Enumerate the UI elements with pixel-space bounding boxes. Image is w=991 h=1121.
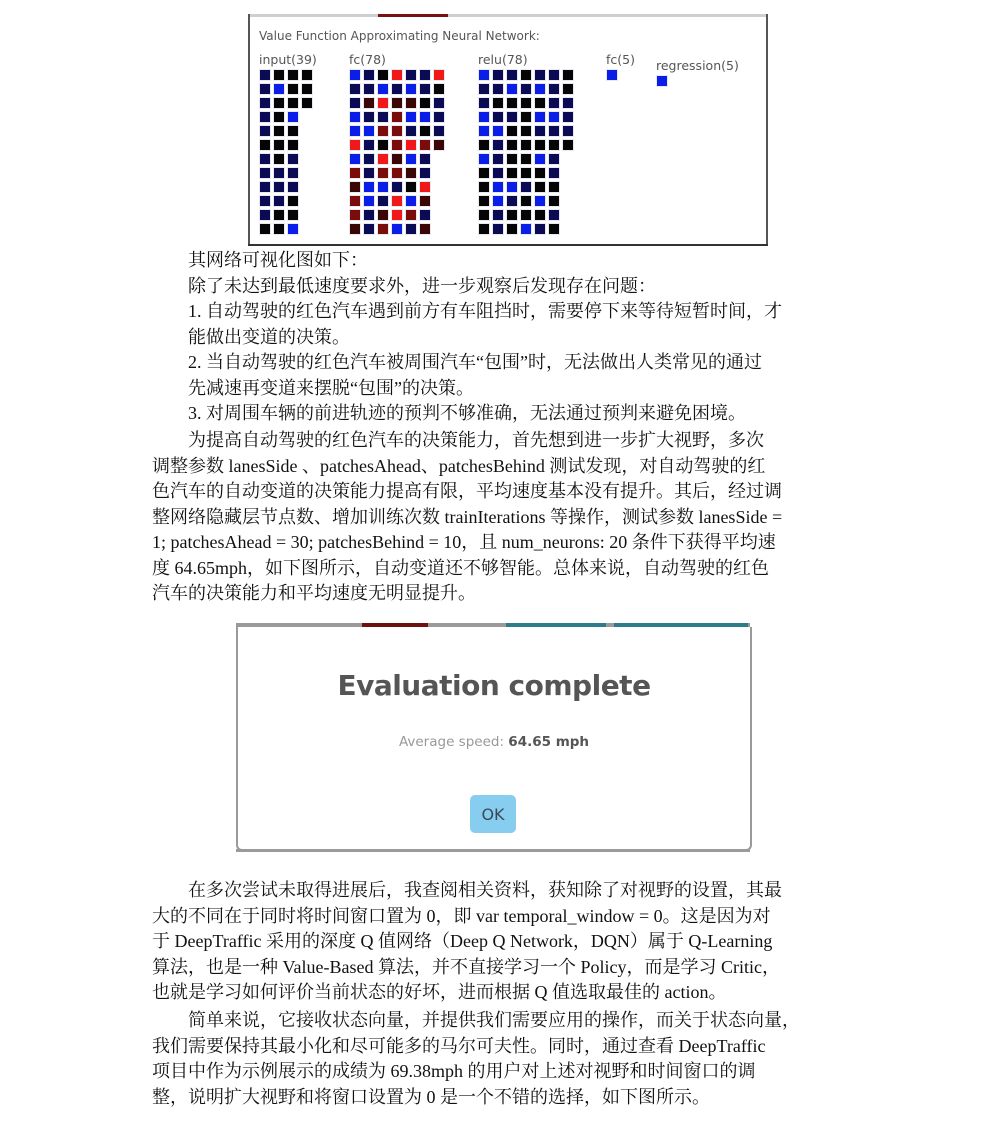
neuron-cell [259, 125, 271, 137]
neuron-cell [391, 195, 403, 207]
neuron-cell [492, 209, 504, 221]
neuron-cell [478, 181, 490, 193]
neuron-cell [405, 223, 417, 235]
neuron-cell [419, 223, 431, 235]
neuron-cell [656, 75, 668, 87]
neuron-cell [301, 69, 313, 81]
neuron-cell [534, 181, 546, 193]
neuron-cell [405, 125, 417, 137]
neuron-cell [273, 69, 285, 81]
text-line: 我们需要保持其最小化和尽可能多的马尔可夫性。同时，通过查看 DeepTraffic [152, 1035, 766, 1056]
neuron-cell [363, 209, 375, 221]
layer-input [259, 52, 317, 235]
neuron-cell [259, 209, 271, 221]
dialog-title: Evaluation complete [337, 669, 651, 702]
neuron-cell [492, 69, 504, 81]
neuron-cell [534, 97, 546, 109]
neuron-cell [287, 167, 299, 179]
state-vector-paragraph [152, 1008, 846, 1110]
neuron-cell [419, 181, 431, 193]
neuron-cell [405, 83, 417, 95]
neuron-cell [349, 139, 361, 151]
neuron-cell [273, 111, 285, 123]
layer-label: regression(5) [656, 58, 739, 73]
neuron-cell [433, 125, 445, 137]
neuron-cell [548, 181, 560, 193]
neuron-cell [377, 167, 389, 179]
neuron-cell [506, 83, 518, 95]
neuron-cell [419, 69, 431, 81]
neuron-cell [548, 153, 560, 165]
neuron-cell [259, 195, 271, 207]
neuron-cell [377, 181, 389, 193]
neuron-cell [377, 153, 389, 165]
neuron-cell [562, 111, 574, 123]
neuron-cell [405, 97, 417, 109]
neuron-cell [534, 139, 546, 151]
neuron-cell [562, 139, 574, 151]
neuron-cell [548, 209, 560, 221]
neuron-cell [391, 181, 403, 193]
neuron-cell [377, 97, 389, 109]
neuron-cell [363, 139, 375, 151]
neuron-cell [363, 167, 375, 179]
neuron-grid [349, 69, 445, 235]
neuron-cell [520, 153, 532, 165]
neuron-cell [363, 83, 375, 95]
empty-cell [562, 167, 574, 179]
neuron-cell [377, 139, 389, 151]
text-line: 先减速再变道来摆脱“包围”的决策。 [188, 377, 474, 398]
neuron-cell [363, 97, 375, 109]
neuron-cell [273, 97, 285, 109]
speed-label: Average speed: [398, 734, 504, 750]
neural-network-visualization [248, 14, 768, 246]
neuron-cell [520, 97, 532, 109]
neuron-cell [405, 69, 417, 81]
empty-cell [301, 125, 313, 137]
text-line: 1. 自动驾驶的红色汽车遇到前方有车阻挡时，需要停下来等待短暂时间，才 [188, 301, 782, 321]
text-line: 于 DeepTraffic 采用的深度 Q 值网络（Deep Q Network，DQN）属于 Q-Learning [152, 931, 773, 951]
text-line: 也就是学习如何评价当前状态的好坏，进而根据 Q 值选取最佳的 action。 [152, 982, 727, 1002]
neuron-cell [562, 97, 574, 109]
neuron-cell [562, 69, 574, 81]
neuron-cell [419, 167, 431, 179]
ok-button[interactable]: OK [470, 795, 516, 833]
layer-fc5 [606, 52, 635, 81]
neuron-cell [391, 69, 403, 81]
neuron-cell [534, 195, 546, 207]
neuron-cell [363, 125, 375, 137]
empty-cell [301, 153, 313, 165]
neuron-cell [562, 83, 574, 95]
dialog-bottom-border [236, 849, 750, 852]
neuron-cell [287, 209, 299, 221]
neuron-cell [548, 83, 560, 95]
neuron-cell [419, 83, 431, 95]
text-line: 调整参数 lanesSide 、patchesAhead、patchesBehind 测试发现，对自动驾驶的红 [152, 455, 766, 476]
neuron-cell [548, 167, 560, 179]
neuron-cell [391, 125, 403, 137]
empty-cell [301, 167, 313, 179]
neuron-cell [349, 167, 361, 179]
neuron-cell [405, 195, 417, 207]
neuron-cell [520, 223, 532, 235]
neuron-cell [405, 111, 417, 123]
neuron-cell [363, 111, 375, 123]
neuron-cell [377, 69, 389, 81]
text-line: 整网络隐藏层节点数、增加训练次数 trainIterations 等操作，测试参数 lanesSide = [152, 506, 783, 527]
nn-left-border [248, 14, 250, 246]
neuron-cell [273, 223, 285, 235]
text-line: 其网络可视化图如下： [188, 250, 368, 270]
neuron-grid [478, 69, 574, 235]
neuron-cell [548, 97, 560, 109]
neuron-cell [534, 153, 546, 165]
text-line: 项目中作为示例展示的成绩为 69.38mph 的用户对上述对视野和时间窗口的调 [152, 1061, 756, 1081]
neuron-cell [273, 181, 285, 193]
neuron-cell [273, 209, 285, 221]
neuron-cell [506, 153, 518, 165]
neuron-cell [506, 181, 518, 193]
neuron-cell [534, 111, 546, 123]
empty-cell [433, 153, 445, 165]
average-speed-text [238, 734, 750, 750]
neuron-cell [478, 167, 490, 179]
neuron-cell [506, 195, 518, 207]
neuron-cell [492, 153, 504, 165]
neuron-cell [405, 139, 417, 151]
neuron-cell [433, 111, 445, 123]
neuron-cell [520, 167, 532, 179]
neuron-cell [259, 111, 271, 123]
neuron-cell [520, 209, 532, 221]
neuron-cell [259, 223, 271, 235]
text-line: 整，说明扩大视野和将窗口设置为 0 是一个不错的选择，如下图所示。 [152, 1086, 710, 1107]
layer-label: relu(78) [478, 52, 528, 67]
neuron-cell [301, 83, 313, 95]
neuron-cell [492, 97, 504, 109]
empty-cell [433, 195, 445, 207]
neuron-cell [273, 153, 285, 165]
neuron-cell [301, 97, 313, 109]
text-line: 大的不同在于同时将时间窗口置为 0，即 var temporal_window = 0。这是因为对 [152, 905, 771, 926]
empty-cell [301, 181, 313, 193]
neuron-cell [377, 83, 389, 95]
text-line: 度 64.65mph，如下图所示，自动变道还不够智能。总体来说，自动驾驶的红色 [152, 557, 769, 578]
neuron-cell [478, 83, 490, 95]
neuron-cell [506, 111, 518, 123]
neuron-cell [391, 167, 403, 179]
layer-fc78 [349, 52, 445, 235]
neuron-cell [520, 125, 532, 137]
neuron-cell [433, 69, 445, 81]
neuron-cell [377, 125, 389, 137]
neuron-cell [548, 223, 560, 235]
nn-right-border [766, 14, 768, 246]
neuron-cell [287, 139, 299, 151]
improvement-paragraph [152, 428, 846, 607]
text-line: 为提高自动驾驶的红色汽车的决策能力，首先想到进一步扩大视野，多次 [188, 430, 764, 450]
neuron-cell [478, 111, 490, 123]
neuron-cell [506, 209, 518, 221]
neuron-cell [492, 195, 504, 207]
neuron-cell [506, 125, 518, 137]
empty-cell [301, 139, 313, 151]
neuron-cell [377, 209, 389, 221]
empty-cell [562, 223, 574, 235]
neuron-cell [363, 153, 375, 165]
neuron-cell [478, 97, 490, 109]
neuron-cell [259, 181, 271, 193]
neuron-cell [419, 97, 431, 109]
neuron-cell [548, 125, 560, 137]
empty-cell [562, 181, 574, 193]
empty-cell [301, 195, 313, 207]
neuron-cell [391, 111, 403, 123]
empty-cell [562, 153, 574, 165]
neuron-cell [273, 195, 285, 207]
text-line: 除了未达到最低速度要求外，进一步观察后发现存在问题： [188, 275, 656, 296]
neuron-cell [419, 125, 431, 137]
neuron-cell [419, 195, 431, 207]
neuron-cell [405, 153, 417, 165]
neuron-cell [478, 209, 490, 221]
text-line: 3. 对周围车辆的前进轨迹的预判不够准确，无法通过预判来避免困境。 [188, 403, 746, 423]
neuron-cell [377, 195, 389, 207]
neuron-cell [273, 139, 285, 151]
text-line: 2. 当自动驾驶的红色汽车被周围汽车“包围”时，无法做出人类常见的通过 [188, 352, 762, 372]
neuron-cell [391, 97, 403, 109]
neuron-cell [419, 209, 431, 221]
neuron-cell [287, 153, 299, 165]
neuron-cell [478, 125, 490, 137]
neuron-cell [534, 125, 546, 137]
neuron-grid [259, 69, 317, 235]
neuron-cell [506, 139, 518, 151]
neuron-cell [433, 97, 445, 109]
neuron-cell [520, 139, 532, 151]
problem-list-paragraph [188, 248, 844, 427]
neuron-cell [562, 125, 574, 137]
neuron-cell [506, 97, 518, 109]
text-line: 汽车的决策能力和平均速度无明显提升。 [152, 583, 476, 603]
temporal-window-paragraph [152, 878, 846, 1006]
layer-label: fc(5) [606, 52, 635, 67]
neuron-grid [656, 75, 739, 87]
neuron-cell [273, 125, 285, 137]
text-line: 能做出变道的决策。 [188, 326, 350, 347]
empty-cell [301, 209, 313, 221]
neuron-cell [478, 139, 490, 151]
neuron-cell [548, 139, 560, 151]
text-line: 算法，也是一种 Value-Based 算法，并不直接学习一个 Policy，而是学习 Critic， [152, 956, 780, 977]
neuron-cell [534, 83, 546, 95]
neuron-cell [606, 69, 618, 81]
neuron-grid [606, 69, 635, 81]
neuron-cell [520, 69, 532, 81]
neuron-cell [419, 153, 431, 165]
neuron-cell [287, 83, 299, 95]
neuron-cell [506, 69, 518, 81]
neuron-cell [363, 69, 375, 81]
neuron-cell [349, 223, 361, 235]
neuron-cell [287, 111, 299, 123]
neuron-cell [478, 153, 490, 165]
neuron-cell [391, 153, 403, 165]
neuron-cell [405, 209, 417, 221]
speed-value: 64.65 mph [508, 734, 590, 750]
layer-label: fc(78) [349, 52, 386, 67]
empty-cell [301, 111, 313, 123]
neuron-cell [419, 111, 431, 123]
nn-bottom-border [248, 244, 768, 246]
neuron-cell [391, 83, 403, 95]
text-line: 简单来说，它接收状态向量，并提供我们需要应用的操作，而关于状态向量， [188, 1010, 800, 1030]
text-line: 1; patchesAhead = 30; patchesBehind = 10，且 num_neurons: 20 条件下获得平均速 [152, 532, 776, 552]
text-line: 色汽车的自动变道的决策能力提高有限，平均速度基本没有提升。其后，经过调 [152, 481, 782, 501]
neuron-cell [349, 195, 361, 207]
neuron-cell [259, 83, 271, 95]
neuron-cell [534, 69, 546, 81]
empty-cell [433, 209, 445, 221]
neuron-cell [492, 125, 504, 137]
empty-cell [301, 223, 313, 235]
neuron-cell [520, 195, 532, 207]
neuron-cell [363, 223, 375, 235]
neuron-cell [259, 69, 271, 81]
neuron-cell [349, 181, 361, 193]
evaluation-dialog [236, 627, 752, 851]
empty-cell [433, 223, 445, 235]
neuron-cell [506, 223, 518, 235]
empty-cell [562, 209, 574, 221]
neuron-cell [287, 125, 299, 137]
neuron-cell [478, 69, 490, 81]
neuron-cell [548, 111, 560, 123]
empty-cell [562, 195, 574, 207]
neuron-cell [478, 223, 490, 235]
neuron-cell [349, 153, 361, 165]
neuron-cell [506, 167, 518, 179]
neuron-cell [548, 69, 560, 81]
neuron-cell [273, 167, 285, 179]
neuron-cell [520, 181, 532, 193]
neuron-cell [433, 139, 445, 151]
neuron-cell [259, 153, 271, 165]
nn-top-border [248, 14, 768, 17]
neuron-cell [534, 223, 546, 235]
neuron-cell [405, 181, 417, 193]
neuron-cell [534, 167, 546, 179]
neuron-cell [377, 223, 389, 235]
neuron-cell [391, 209, 403, 221]
neuron-cell [363, 181, 375, 193]
neuron-cell [259, 167, 271, 179]
neuron-cell [492, 83, 504, 95]
layer-regression5 [656, 58, 739, 87]
neuron-cell [548, 195, 560, 207]
neuron-cell [349, 69, 361, 81]
neuron-cell [287, 97, 299, 109]
neuron-cell [391, 223, 403, 235]
neuron-cell [273, 83, 285, 95]
neuron-cell [377, 111, 389, 123]
layer-relu78 [478, 52, 574, 235]
neuron-cell [433, 83, 445, 95]
empty-cell [433, 181, 445, 193]
neuron-cell [492, 181, 504, 193]
neuron-cell [259, 139, 271, 151]
neuron-cell [349, 111, 361, 123]
neuron-cell [492, 223, 504, 235]
neuron-cell [405, 167, 417, 179]
neuron-cell [419, 139, 431, 151]
neuron-cell [492, 139, 504, 151]
text-line: 在多次尝试未取得进展后，我查阅相关资料，获知除了对视野的设置，其最 [188, 880, 782, 900]
neuron-cell [478, 195, 490, 207]
nn-title: Value Function Approximating Neural Network: [259, 29, 540, 43]
neuron-cell [287, 195, 299, 207]
neuron-cell [520, 83, 532, 95]
layer-label: input(39) [259, 52, 317, 67]
neuron-cell [349, 125, 361, 137]
neuron-cell [520, 111, 532, 123]
neuron-cell [492, 111, 504, 123]
neuron-cell [492, 167, 504, 179]
neuron-cell [349, 209, 361, 221]
neuron-cell [349, 83, 361, 95]
neuron-cell [534, 209, 546, 221]
empty-cell [433, 167, 445, 179]
neuron-cell [391, 139, 403, 151]
neuron-cell [259, 97, 271, 109]
neuron-cell [349, 97, 361, 109]
neuron-cell [363, 195, 375, 207]
neuron-cell [287, 223, 299, 235]
neuron-cell [287, 181, 299, 193]
neuron-cell [287, 69, 299, 81]
